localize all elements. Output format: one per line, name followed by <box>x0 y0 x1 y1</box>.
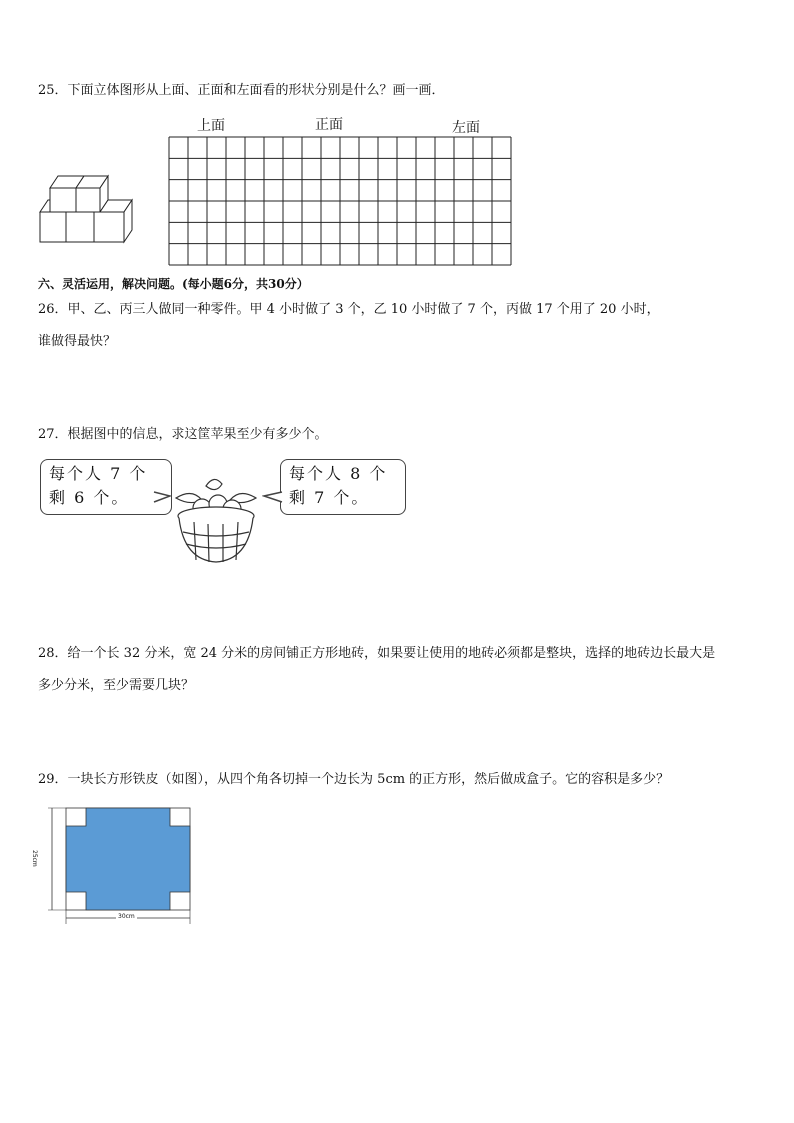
speech-bubble-right <box>280 459 406 515</box>
cube-figure <box>36 170 136 246</box>
section-6-title: 六、灵活运用，解决问题。(每小题6分，共30分） <box>38 277 309 291</box>
question-28-line2: 多少分米，至少需要几块？ <box>38 678 195 693</box>
width-dimension-label: 30cm <box>118 913 135 920</box>
left-view-label: 左面 <box>452 120 480 136</box>
cut-sheet-diagram <box>44 800 196 928</box>
apple-basket-illustration <box>166 474 266 566</box>
question-25-text: 25．下面立体图形从上面、正面和左面看的形状分别是什么？画一画． <box>38 83 445 98</box>
bubble-right-line2: 剩 7 个。 <box>289 488 370 507</box>
question-27-text: 27．根据图中的信息，求这筐苹果至少有多少个。 <box>38 427 328 442</box>
question-26-line2: 谁做得最快？ <box>38 334 117 349</box>
front-view-label: 正面 <box>315 117 343 133</box>
question-26-line1: 26．甲、乙、丙三人做同一种零件。甲 4 小时做了 3 个，乙 10 小时做了 7 个，丙做 17 个用了 20 小时， <box>38 302 660 317</box>
top-view-label: 上面 <box>197 118 225 134</box>
question-29-text: 29．一块长方形铁皮（如图），从四个角各切掉一个边长为 5cm 的正方形，然后做成盒子。它的容积是多少？ <box>38 772 670 787</box>
bubble-left-line1: 每个人 7 个 <box>49 464 148 483</box>
height-dimension-label: 25cm <box>31 850 38 867</box>
bubble-right-line1: 每个人 8 个 <box>289 464 388 483</box>
question-28-line1: 28．给一个长 32 分米，宽 24 分米的房间铺正方形地砖，如果要让使用的地砖必须都是整块，选择的地砖边长最大是 <box>38 646 716 661</box>
bubble-left-line2: 剩 6 个。 <box>49 488 130 507</box>
drawing-grid <box>168 136 512 266</box>
speech-bubble-left <box>40 459 172 515</box>
